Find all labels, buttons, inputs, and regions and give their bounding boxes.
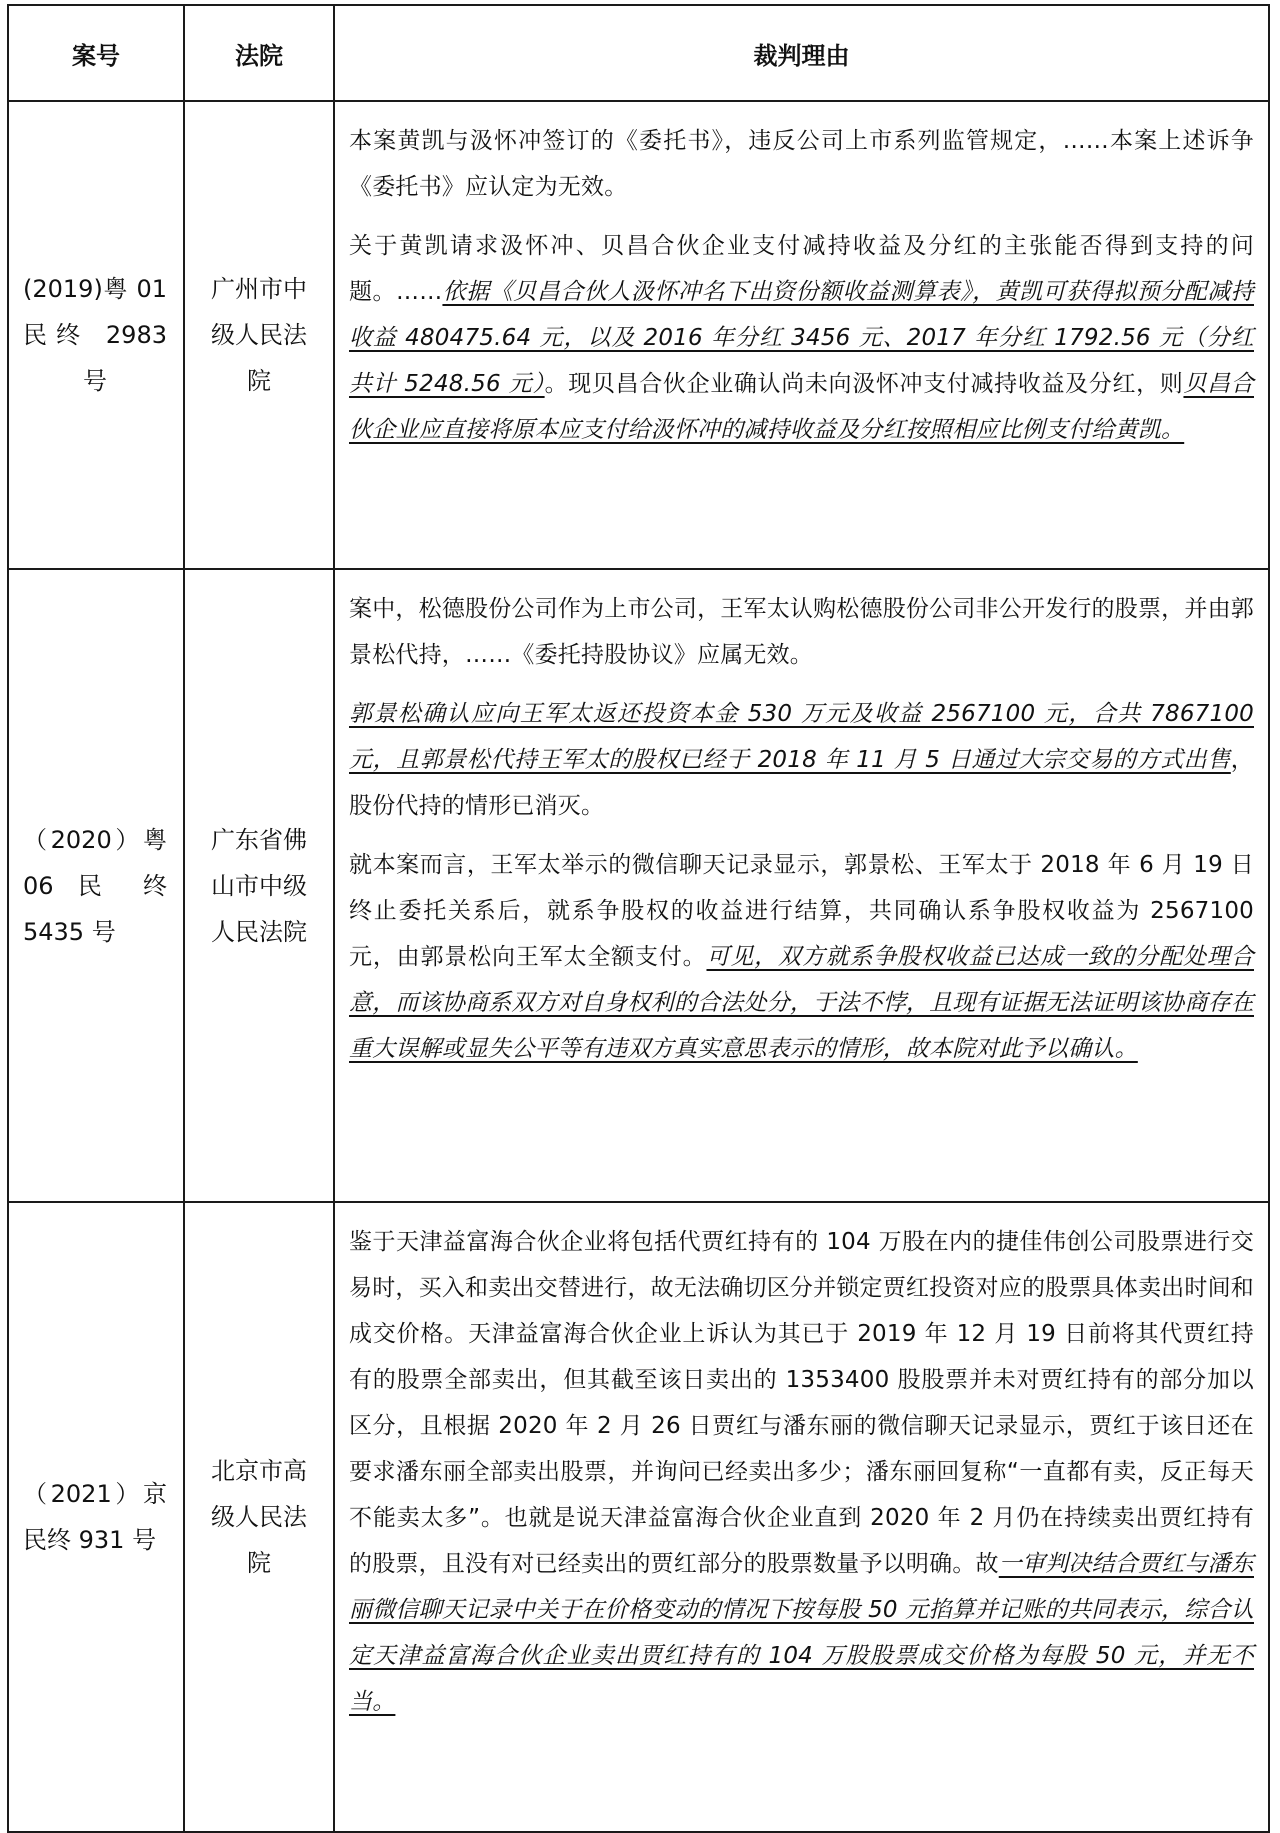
header-court: 法院: [184, 5, 334, 101]
emphasized-text: 贝昌合伙企业应直接将原本应支付给汲怀冲的减持收益及分红按照相应比例支付给黄凯。: [349, 371, 1254, 443]
reasoning-text: ，股份代持的情形已消灭。: [349, 747, 1254, 819]
case-number-line: 民终 931 号: [23, 1526, 157, 1554]
reasoning-paragraph: [349, 842, 1254, 1072]
header-reasoning: 裁判理由: [334, 5, 1269, 101]
table-row: [8, 101, 1269, 569]
reasoning-paragraph: [349, 223, 1254, 453]
reasoning-cell: [334, 569, 1269, 1202]
reasoning-text: 。现贝昌合伙企业确认尚未向汲怀冲支付减持收益及分红，则: [544, 371, 1184, 397]
reasoning-paragraph: [349, 118, 1254, 210]
emphasized-text: 可见，双方就系争股权收益已达成一致的分配处理合意，而该协商系双方对自身权利的合法处分，于法不悖，且现有证据无法证明该协商存在重大误解或显失公平等有违双方真实意思表示的情形，故本院对此予以确认。: [349, 944, 1254, 1062]
case-number-line: 06 民 终: [23, 871, 167, 900]
header-case-number: 案号: [8, 5, 184, 101]
table-row: [8, 569, 1269, 1202]
case-table: [7, 4, 1270, 1833]
reasoning-text: 就本案而言，王军太举示的微信聊天记录显示，郭景松、王军太于 2018 年 6 月 19 日终止委托关系后，就系争股权的收益进行结算，共同确认系争股权收益为 2567100 元，由郭景松向王军太全额支付。: [349, 852, 1254, 970]
reasoning-text: 案中，松德股份公司作为上市公司，王军太认购松德股份公司非公开发行的股票，并由郭景松代持，……《委托持股协议》应属无效。: [349, 596, 1254, 668]
reasoning-text: 关于黄凯请求汲怀冲、贝昌合伙企业支付减持收益及分红的主张能否得到支持的问题。……: [349, 233, 1254, 305]
table-row: [8, 1202, 1269, 1832]
case-number-cell: [8, 101, 184, 569]
header-row: [8, 5, 1269, 101]
emphasized-text: 郭景松确认应向王军太返还投资本金 530 万元及收益 2567100 元，合共 7867100 元，且郭景松代持王军太的股权已经于 2018 年 11 月 5 日通过大宗交易的方式出售: [349, 701, 1254, 773]
reasoning-cell: [334, 1202, 1269, 1832]
reasoning-paragraph: [349, 691, 1254, 829]
reasoning-paragraph: [349, 586, 1254, 678]
case-number-line: 号: [83, 367, 107, 395]
case-number-cell: [8, 1202, 184, 1832]
case-number-line: (2019)粤 01: [23, 275, 167, 303]
reasoning-text: 本案黄凯与汲怀冲签订的《委托书》，违反公司上市系列监管规定，……本案上述诉争《委托书》应认定为无效。: [349, 128, 1254, 200]
court-cell: 广东省佛山市中级人民法院: [184, 569, 334, 1202]
court-cell: 北京市高级人民法院: [184, 1202, 334, 1832]
case-number-line: 5435 号: [23, 917, 116, 946]
reasoning-text: 鉴于天津益富海合伙企业将包括代贾红持有的 104 万股在内的捷佳伟创公司股票进行交易时，买入和卖出交替进行，故无法确切区分并锁定贾红投资对应的股票具体卖出时间和成交价格。天津益富海合伙企业上诉认为其已于 2019 年 12 月 19 日前将其代贾红持有的股票全部卖出，但其截至该日卖出的 1353400 股股票并未对贾红持有的部分加以区分，且根据 2020 年 2 月 26 日贾红与潘东丽的微信聊天记录显示，贾红于该日还在要求潘东丽全部卖出股票，并询问已经卖出多少；潘东丽回复称“一直都有卖，反正每天不能卖太多”。也就是说天津益富海合伙企业直到 2020 年 2 月仍在持续卖出贾红持有的股票，且没有对已经卖出的贾红部分的股票数量予以明确。故: [349, 1229, 1254, 1577]
emphasized-text: 一审判决结合贾红与潘东丽微信聊天记录中关于在价格变动的情况下按每股 50 元掐算并记账的共同表示，综合认定天津益富海合伙企业卖出贾红持有的 104 万股股票成交价格为每股 50 元，并无不当。: [349, 1551, 1254, 1715]
case-number-line: （2021）京: [23, 1480, 167, 1508]
case-number-line: 民终 2983: [23, 321, 167, 349]
court-cell: 广州市中级人民法院: [184, 101, 334, 569]
reasoning-cell: [334, 101, 1269, 569]
case-number-cell: [8, 569, 184, 1202]
case-number-line: （2020）粤: [23, 825, 167, 854]
reasoning-paragraph: [349, 1219, 1254, 1725]
emphasized-text: 依据《贝昌合伙人汲怀冲名下出资份额收益测算表》，黄凯可获得拟预分配减持收益 480475.64 元，以及 2016 年分红 3456 元、2017 年分红 1792.56 元（分红共计 5248.56 元）: [349, 279, 1254, 397]
